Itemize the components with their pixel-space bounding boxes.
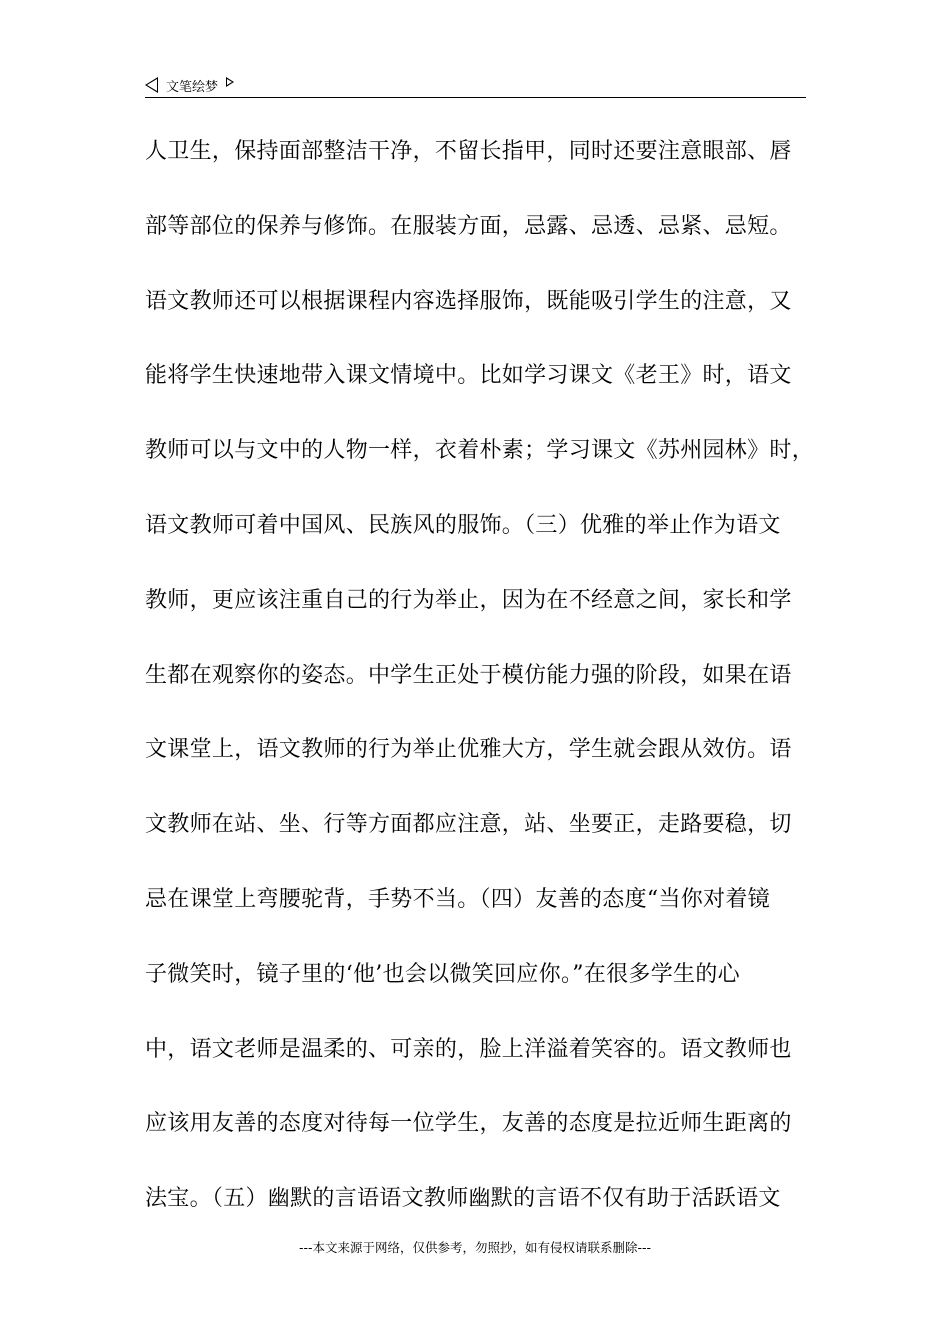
- text-line: 中，语文老师是温柔的、可亲的，脸上洋溢着笑容的。语文教师也: [145, 1036, 792, 1062]
- text-line: 教师可以与文中的人物一样，衣着朴素；学习课文《苏州园林》时，: [145, 438, 815, 464]
- page-header: [145, 74, 234, 96]
- body-text: [145, 130, 815, 1252]
- text-line: 忌在课堂上弯腰驼背，手势不当。（四）友善的态度“当你对着镜: [145, 886, 770, 912]
- text-line: 应该用友善的态度对待每一位学生，友善的态度是拉近师生距离的: [145, 1111, 792, 1137]
- text-line: 人卫生，保持面部整洁干净，不留长指甲，同时还要注意眼部、唇: [145, 139, 792, 164]
- text-line: 语文教师可着中国风、民族风的服饰。（三）优雅的举止作为语文: [145, 512, 781, 538]
- page-footer: ---本文来源于网络，仅供参考，勿照抄，如有侵权请联系删除---: [298, 1240, 652, 1255]
- text-line: 能将学生快速地带入课文情境中。比如学习课文《老王》时，语文: [145, 363, 792, 389]
- text-line: 教师，更应该注重自己的行为举止，因为在不经意之间，家长和学: [145, 587, 792, 613]
- text-line: 部等部位的保养与修饰。在服装方面，忌露、忌透、忌紧、忌短。: [145, 213, 792, 239]
- text-line: 法宝。（五）幽默的言语语文教师幽默的言语不仅有助于活跃语文: [145, 1186, 781, 1212]
- text-line: 生都在观察你的姿态。中学生正处于模仿能力强的阶段，如果在语: [145, 662, 792, 688]
- header-title: 文笔绘梦: [166, 79, 219, 95]
- text-line: 文教师在站、坐、行等方面都应注意，站、坐要正，走路要稳，切: [145, 812, 792, 838]
- right-triangle-icon: [226, 77, 234, 87]
- text-line: 语文教师还可以根据课程内容选择服饰，既能吸引学生的注意，又: [145, 288, 792, 314]
- text-line: 子微笑时，镜子里的‘他’也会以微笑回应你。”在很多学生的心: [145, 961, 740, 987]
- left-triangle-icon: [145, 77, 158, 93]
- text-line: 文课堂上，语文教师的行为举止优雅大方，学生就会跟从效仿。语: [145, 737, 792, 763]
- header-divider: [145, 97, 806, 98]
